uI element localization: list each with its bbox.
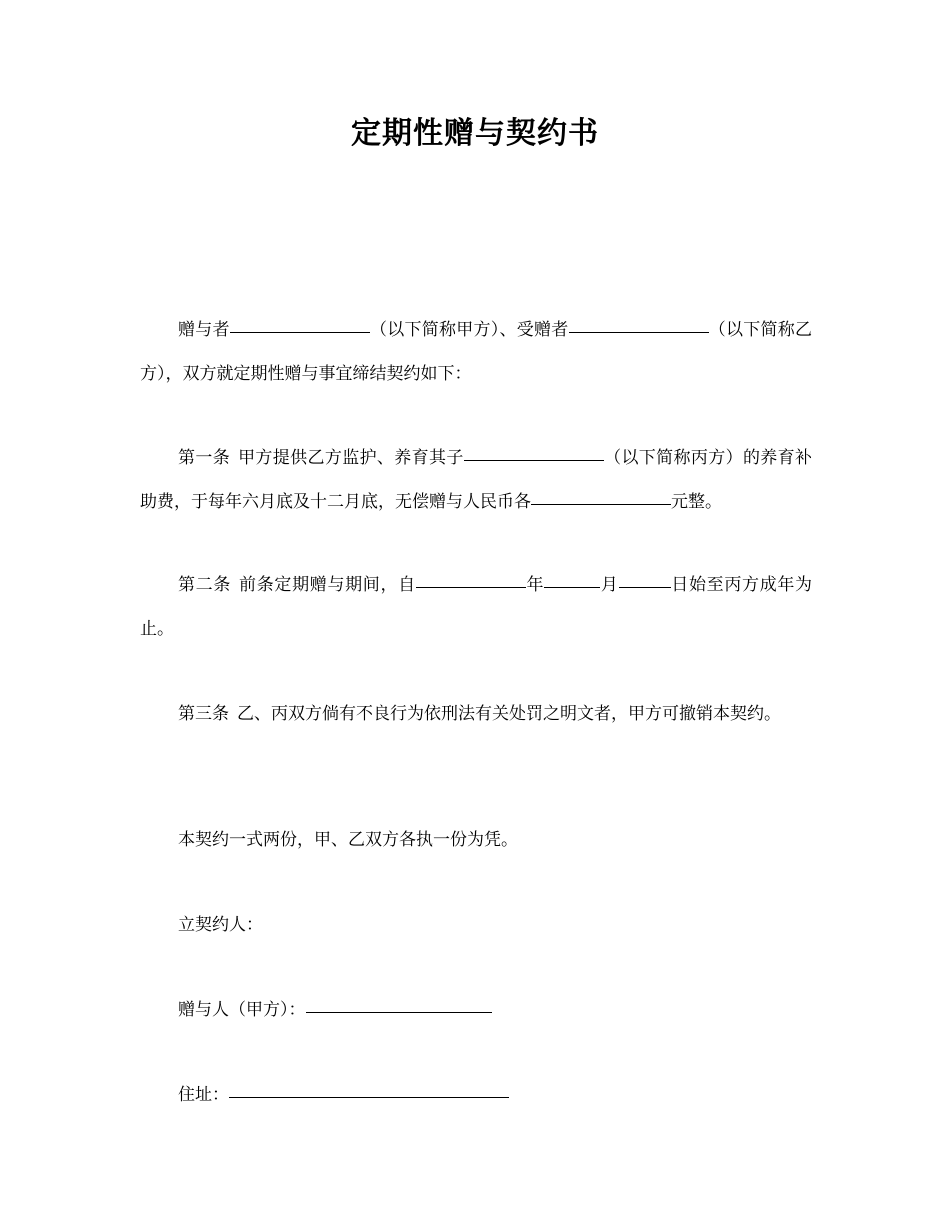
donor-signature-blank[interactable] <box>306 1011 492 1013</box>
signatories-label: 立契约人： <box>178 915 263 935</box>
article-1-paragraph <box>140 436 812 524</box>
address-label: 住址： <box>178 1085 229 1105</box>
article-2-text-2: 日始至丙方成年为止。 <box>140 575 813 639</box>
donor-signature-line <box>178 988 492 1032</box>
start-month-blank[interactable] <box>544 586 600 588</box>
copies-line: 本契约一式两份，甲、乙双方各执一份为凭。 <box>178 830 518 850</box>
donor-label: 赠与人（甲方）： <box>178 1000 306 1020</box>
document-title: 定期性赠与契约书 <box>351 116 599 151</box>
article-3-text: 乙、丙双方倘有不良行为依刑法有关处罚之明文者，甲方可撤销本契约。 <box>237 704 781 724</box>
article-1-text-2: （以下简称丙方）的养育补助费，于每年六月底及十二月底，无偿赠与人民币各 <box>140 448 813 512</box>
address-blank[interactable] <box>229 1096 509 1098</box>
article-3-paragraph <box>140 692 812 736</box>
intro-text-3: （以下简称乙方），双方就定期性赠与事宜缔结契约如下： <box>140 320 812 384</box>
article-1-label: 第一条 <box>178 448 231 468</box>
intro-paragraph <box>140 308 812 396</box>
donor-name-blank[interactable] <box>230 331 370 333</box>
article-3-label: 第三条 <box>178 704 229 724</box>
intro-text-2: （以下简称甲方）、受赠者 <box>369 320 569 340</box>
year-label: 年 <box>525 575 545 595</box>
child-name-blank[interactable] <box>464 459 604 461</box>
recipient-name-blank[interactable] <box>569 331 709 333</box>
month-label: 月 <box>600 575 619 595</box>
start-day-blank[interactable] <box>619 586 671 588</box>
article-1-text-3: 元整。 <box>671 492 722 512</box>
article-2-label: 第二条 <box>178 575 232 595</box>
intro-text-1: 赠与者 <box>178 320 230 340</box>
address-line <box>178 1073 509 1117</box>
article-2-text-1: 前条定期赠与期间，自 <box>239 575 416 595</box>
article-1-text-1: 甲方提供乙方监护、养育其子 <box>238 448 464 468</box>
start-year-blank[interactable] <box>416 586 526 588</box>
article-2-paragraph <box>140 563 812 651</box>
amount-blank[interactable] <box>531 503 671 505</box>
